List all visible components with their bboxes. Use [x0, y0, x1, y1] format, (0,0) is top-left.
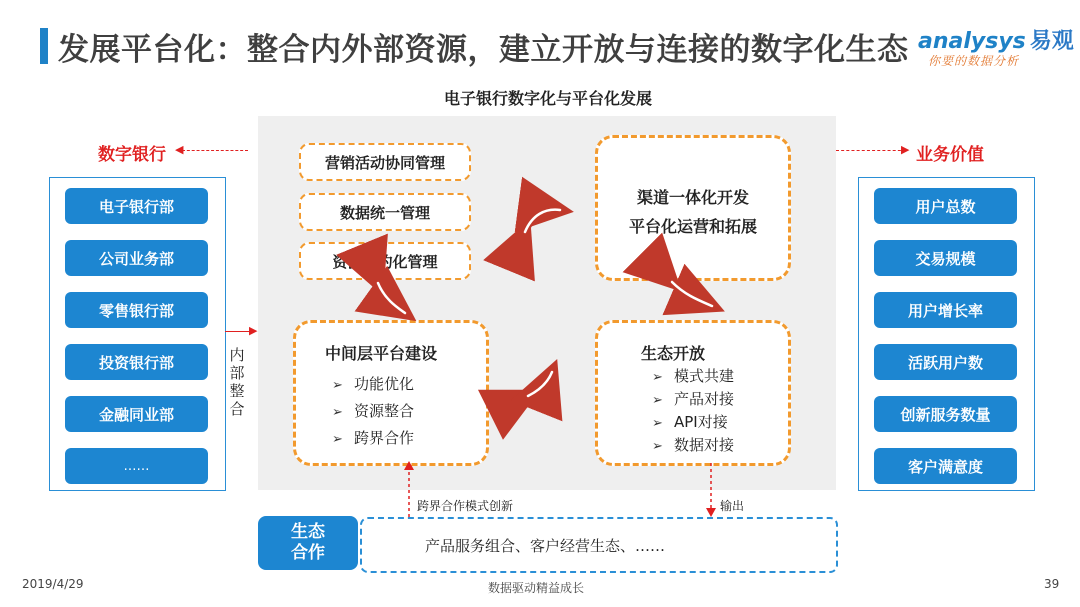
cross-innovation-label: 跨界合作模式创新: [417, 499, 514, 513]
mgmt-box-marketing: 营销活动协同管理: [299, 143, 471, 181]
footer-slogan: 数据驱动精益成长: [488, 581, 585, 595]
bullet-arrow-icon: ➢: [652, 439, 663, 454]
cycle-arrow-icon: [528, 372, 552, 396]
dept-item: 公司业务部: [65, 240, 208, 276]
bullet-arrow-icon: ➢: [652, 370, 663, 385]
value-item: 创新服务数量: [874, 396, 1017, 432]
middle-item: ➢ 跨界合作: [332, 429, 415, 447]
dept-item: 投资银行部: [65, 344, 208, 380]
output-label: 输出: [720, 499, 745, 513]
bullet-arrow-icon: ➢: [652, 416, 663, 431]
diagram-title: 电子银行数字化与平台化发展: [443, 89, 652, 108]
middle-item: ➢ 功能优化: [332, 375, 415, 393]
left-arrowhead-icon: ◀: [175, 143, 184, 156]
eco-item: ➢ 产品对接: [652, 390, 735, 408]
mgmt-box-data: 数据统一管理: [299, 193, 471, 231]
inner-arrowhead-icon: ▶: [249, 324, 258, 337]
page-title: 发展平台化：整合内外部资源，建立开放与连接的数字化生态: [58, 32, 909, 68]
channel-line2: 平台化运营和拓展: [628, 217, 757, 236]
eco-cooperation-text: 产品服务组合、客户经营生态、……: [425, 537, 666, 555]
inner-integration-label: 内部整合: [229, 346, 245, 418]
bullet-arrow-icon: ➢: [332, 378, 343, 393]
value-item: 活跃用户数: [874, 344, 1017, 380]
cycle-arrow-icon: [672, 282, 712, 306]
dept-item: 零售银行部: [65, 292, 208, 328]
left-header: 数字银行: [98, 145, 166, 165]
eco-open-title: 生态开放: [640, 344, 705, 363]
eco-item: ➢ 模式共建: [652, 367, 735, 385]
middle-item: ➢ 资源整合: [332, 402, 415, 420]
page-number: 39: [1044, 577, 1060, 591]
right-header: 业务价值: [916, 145, 984, 165]
cycle-arrow-icon: [525, 210, 560, 232]
right-arrowhead-icon: ▶: [901, 143, 910, 156]
bullet-arrow-icon: ➢: [652, 393, 663, 408]
logo-cn: 易观: [1029, 29, 1074, 54]
channel-line1: 渠道一体化开发: [636, 188, 749, 207]
value-item: 用户增长率: [874, 292, 1017, 328]
middle-platform-title: 中间层平台建设: [324, 344, 437, 363]
bullet-arrow-icon: ➢: [332, 405, 343, 420]
eco-tag-line1: 生态: [291, 522, 325, 542]
cycle-arrow-icon: [378, 283, 405, 313]
footer-date: 2019/4/29: [22, 577, 84, 591]
eco-item: ➢ 数据对接: [652, 436, 735, 454]
eco-tag-line2: 合作: [291, 543, 325, 563]
dept-item: 电子银行部: [65, 188, 208, 224]
value-item: 交易规模: [874, 240, 1017, 276]
value-item: 客户满意度: [874, 448, 1017, 484]
dept-item: 金融同业部: [65, 396, 208, 432]
mgmt-box-resource: 资源集约化管理: [299, 242, 471, 280]
logo-text: analysys: [918, 29, 1026, 54]
logo-tagline: 你要的数据分析: [928, 54, 1020, 68]
dept-item-more: ……: [65, 448, 208, 484]
bullet-arrow-icon: ➢: [332, 432, 343, 447]
eco-item: ➢ API对接: [652, 413, 728, 431]
value-item: 用户总数: [874, 188, 1017, 224]
eco-cooperation-tag: [258, 516, 358, 570]
